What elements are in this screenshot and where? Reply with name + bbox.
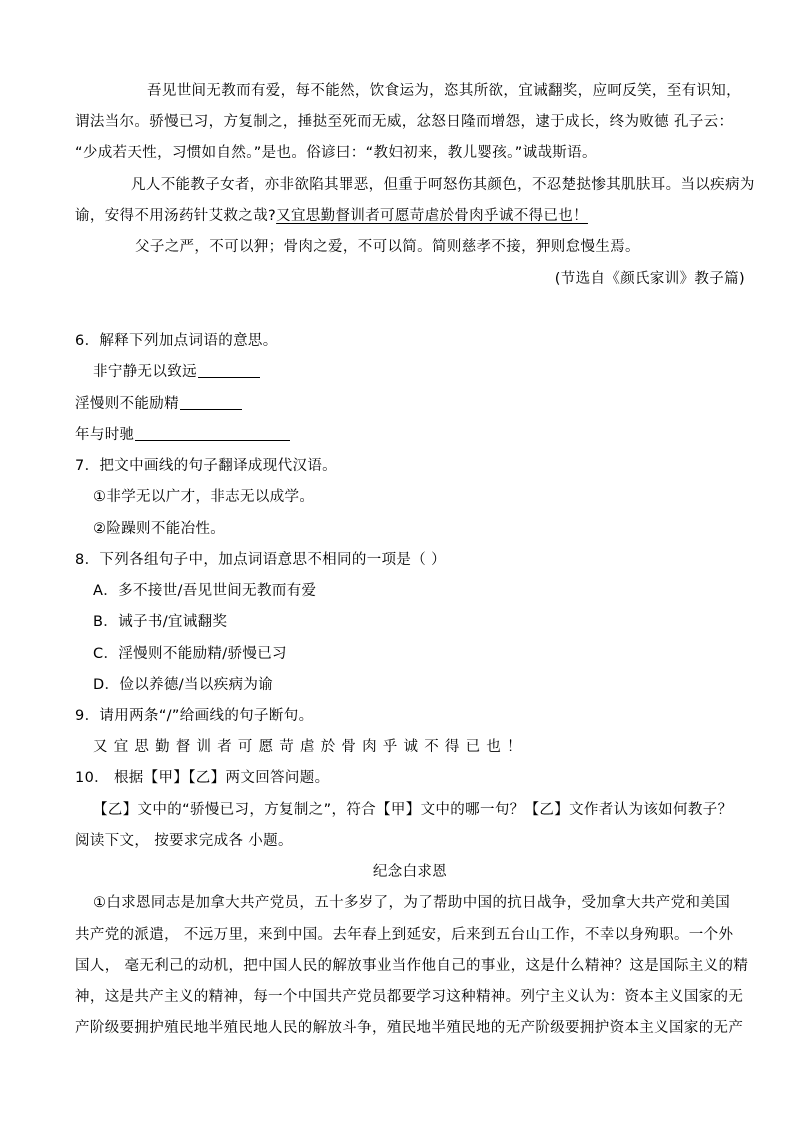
question-6-item-c — [75, 420, 745, 452]
passage-b-p2-line1: 凡人不能教子女者，亦非欲陷其罪恶，但重于呵怒伤其颜色，不忍楚挞惨其肌肤耳。当以疾病为 — [131, 177, 755, 193]
essay-line2: 共产党的派遣， 不远万里，来到中国。去年春上到延安，后来到五台山工作，不幸以身殉职。一个外 — [75, 927, 734, 943]
passage-b-p2-line2 — [75, 201, 745, 233]
question-7-item-2: ②险躁则不能冶性。 — [93, 521, 226, 537]
question-10: 10． 根据【甲】【乙】两文回答问题。 — [75, 770, 330, 786]
passage-b-p3: 父子之严，不可以狎；骨肉之爱，不可以简。简则慈孝不接，狎则怠慢生焉。 — [135, 239, 640, 255]
essay-line1: ①白求恩同志是加拿大共产党员，五十多岁了，为了帮助中国的抗日战争，受加拿大共产党和美国 — [93, 895, 731, 911]
question-8-option-d: D．俭以养德/当以疾病为谕 — [93, 677, 274, 693]
question-8-option-c: C．淫慢则不能励精/骄慢已习 — [93, 646, 287, 662]
essay-title: 纪念白求恩 — [372, 864, 448, 880]
question-7-item-1: ①非学无以广才，非志无以成学。 — [93, 489, 315, 505]
question-9-sentence: 又宜思勤督训者可愿苛虐於骨肉乎诚不得已也！ — [93, 739, 528, 755]
answer-blank-6b[interactable] — [180, 392, 242, 410]
passage-b-p2-line2-text: 谕，安得不用汤药针艾救之哉? — [75, 208, 277, 224]
essay-line3: 国人， 毫无利己的动机，把中国人民的解放事业当作他自己的事业，这是什么精神？这是国际主义的精 — [75, 958, 749, 974]
essay-line4: 神，这是共产主义的精神，每一个中国共产党员都要学习这种精神。列宁主义认为：资本主义国家的无 — [75, 989, 744, 1005]
question-6-item-b-text: 淫慢则不能励精 — [75, 396, 179, 412]
question-8: 8．下列各组句子中，加点词语意思不相同的一项是（ ） — [75, 552, 446, 568]
passage-b-source: (节选自《颜氏家训》教子篇) — [554, 271, 745, 287]
question-10-line2: 阅读下文， 按要求完成各 小题。 — [75, 833, 293, 849]
answer-blank-6a[interactable] — [198, 360, 260, 378]
question-6: 6．解释下列加点词语的意思。 — [75, 333, 278, 349]
question-10-line1: 【乙】文中的“骄慢已习，方复制之”，符合【甲】文中的哪一句？【乙】文作者认为该如何教子？ — [93, 802, 733, 818]
passage-b-p1-line3: “少成若天性，习惯如自然。”是也。俗谚曰：“教妇初来，教儿婴孩。”诚哉斯语。 — [75, 145, 597, 161]
answer-blank-6c[interactable] — [135, 423, 290, 441]
question-6-item-b — [75, 389, 745, 421]
essay-line5: 产阶级要拥护殖民地半殖民地人民的解放斗争，殖民地半殖民地的无产阶级要拥护资本主义国家的无产 — [75, 1020, 744, 1036]
question-6-item-c-text: 年与时驰 — [75, 427, 135, 443]
question-7: 7．把文中画线的句子翻译成现代汉语。 — [75, 458, 338, 474]
underlined-sentence: 又宜思勤督训者可愿苛虐於骨肉乎诚不得已也！ — [276, 208, 588, 224]
passage-b-p1-line2: 谓法当尔。骄慢已习，方复制之，捶挞至死而无威，忿怒日隆而增怨，逮于成长，终为败德 孔子云： — [75, 114, 734, 130]
passage-b-p1-line1: 吾见世间无教而有爱，每不能然，饮食运为，恣其所欲，宜诫翻奖，应呵反笑，至有识知， — [147, 83, 741, 99]
question-8-option-a: A．多不接世/吾见世间无教而有爱 — [93, 583, 317, 599]
question-6-item-a-text: 非宁静无以致远 — [93, 364, 197, 380]
question-9: 9．请用两条“/”给画线的句子断句。 — [75, 708, 314, 724]
question-6-item-a — [93, 357, 763, 389]
question-8-option-b: B．诫子书/宜诫翻奖 — [93, 614, 228, 630]
